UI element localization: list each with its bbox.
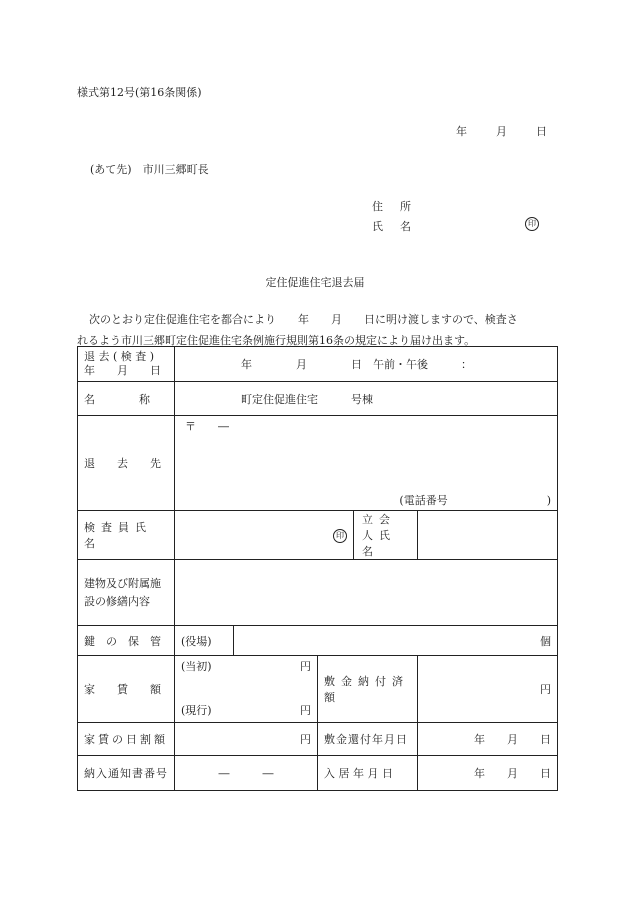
inspector-seal-icon: 印 (333, 529, 347, 543)
body-line-2: れるよう市川三郷町定住促進住宅条例施行規則第16条の規定により届け出ます。 (77, 334, 476, 347)
rent-initial-yen: 円 (300, 660, 311, 673)
row-notice-number (78, 756, 558, 791)
daily-rent-field[interactable] (175, 723, 318, 756)
body-text (77, 309, 557, 351)
applicant-address-label: 住 所 (372, 200, 414, 213)
vacate-date-label (78, 347, 175, 382)
row-daily-rent (78, 723, 558, 756)
move-in-date-field[interactable] (418, 756, 558, 791)
vacate-date-label-line1: 退 去 ( 検 査 ) (84, 350, 155, 363)
row-key (78, 626, 558, 656)
row-destination (78, 416, 558, 511)
body-line-1: 次のとおり定住促進住宅を都合により 年 月 日に明け渡しますので、検査さ (89, 313, 518, 326)
daily-rent-yen: 円 (300, 733, 311, 746)
addressee: (あて先) 市川三郷町長 (90, 163, 209, 176)
repairs-label-line2: 設の修繕内容 (84, 594, 150, 608)
seal-icon: 印 (525, 217, 539, 231)
row-repairs (78, 560, 558, 626)
rent-label: 家 賃 額 (78, 656, 175, 723)
destination-field[interactable] (175, 416, 558, 511)
move-in-date-label: 入 居 年 月 日 (318, 756, 418, 791)
destination-label: 退 去 先 (78, 416, 175, 511)
form-number: 様式第12号(第16条関係) (77, 86, 202, 99)
key-label: 鍵 の 保 管 (78, 626, 175, 656)
deposit-paid-label: 敷金納付済額 (318, 656, 418, 723)
move-in-date-value: 年 月 日 (474, 767, 552, 780)
repairs-field[interactable] (175, 560, 558, 626)
housing-name-field[interactable]: 町定住促進住宅 号棟 (175, 382, 558, 416)
notice-number-label: 納入通知書番号 (78, 756, 175, 791)
deposit-paid-yen: 円 (540, 683, 552, 696)
destination-phone: (電話番号 ) (399, 494, 552, 507)
row-rent (78, 656, 558, 723)
submission-date (456, 123, 547, 139)
vacate-date-label-line2: 年 月 日 (84, 364, 161, 377)
witness-name-label: 立会人氏名 (354, 511, 418, 560)
witness-name-field[interactable] (418, 511, 558, 560)
applicant-seal-mark (525, 216, 539, 231)
vacate-form-table (77, 346, 558, 791)
notice-number-value: ― ― (218, 767, 274, 780)
notice-number-field[interactable] (175, 756, 318, 791)
rent-current-yen: 円 (300, 704, 311, 717)
deposit-refund-date-value: 年 月 日 (474, 733, 552, 746)
housing-name-label: 名 称 (78, 382, 175, 416)
destination-postal: 〒 ― (185, 420, 229, 433)
deposit-paid-field[interactable] (418, 656, 558, 723)
key-count-field[interactable] (234, 626, 558, 656)
row-housing-name (78, 382, 558, 416)
row-inspector (78, 511, 558, 560)
inspector-name-field[interactable] (175, 511, 354, 560)
key-office-label: (役場) (175, 626, 234, 656)
rent-current-label: (現行) (181, 704, 212, 717)
applicant-name-label: 氏 名 (372, 220, 414, 233)
daily-rent-label: 家賃の日割額 (78, 723, 175, 756)
key-unit: 個 (540, 634, 552, 648)
repairs-label-line1: 建物及び附属施 (84, 576, 161, 590)
vacate-date-field[interactable]: 年 月 日 午前・午後 ： (175, 347, 558, 382)
date-month: 月 (496, 125, 507, 138)
date-year: 年 (456, 125, 467, 138)
repairs-label (78, 560, 175, 626)
row-vacate-date (78, 347, 558, 382)
inspector-name-label: 検査員氏名 (78, 511, 175, 560)
deposit-refund-date-field[interactable] (418, 723, 558, 756)
deposit-refund-date-label: 敷金還付年月日 (318, 723, 418, 756)
rent-field[interactable] (175, 656, 318, 723)
document-title: 定住促進住宅退去届 (265, 276, 365, 289)
rent-initial-label: (当初) (181, 660, 212, 673)
date-day: 日 (536, 125, 547, 138)
